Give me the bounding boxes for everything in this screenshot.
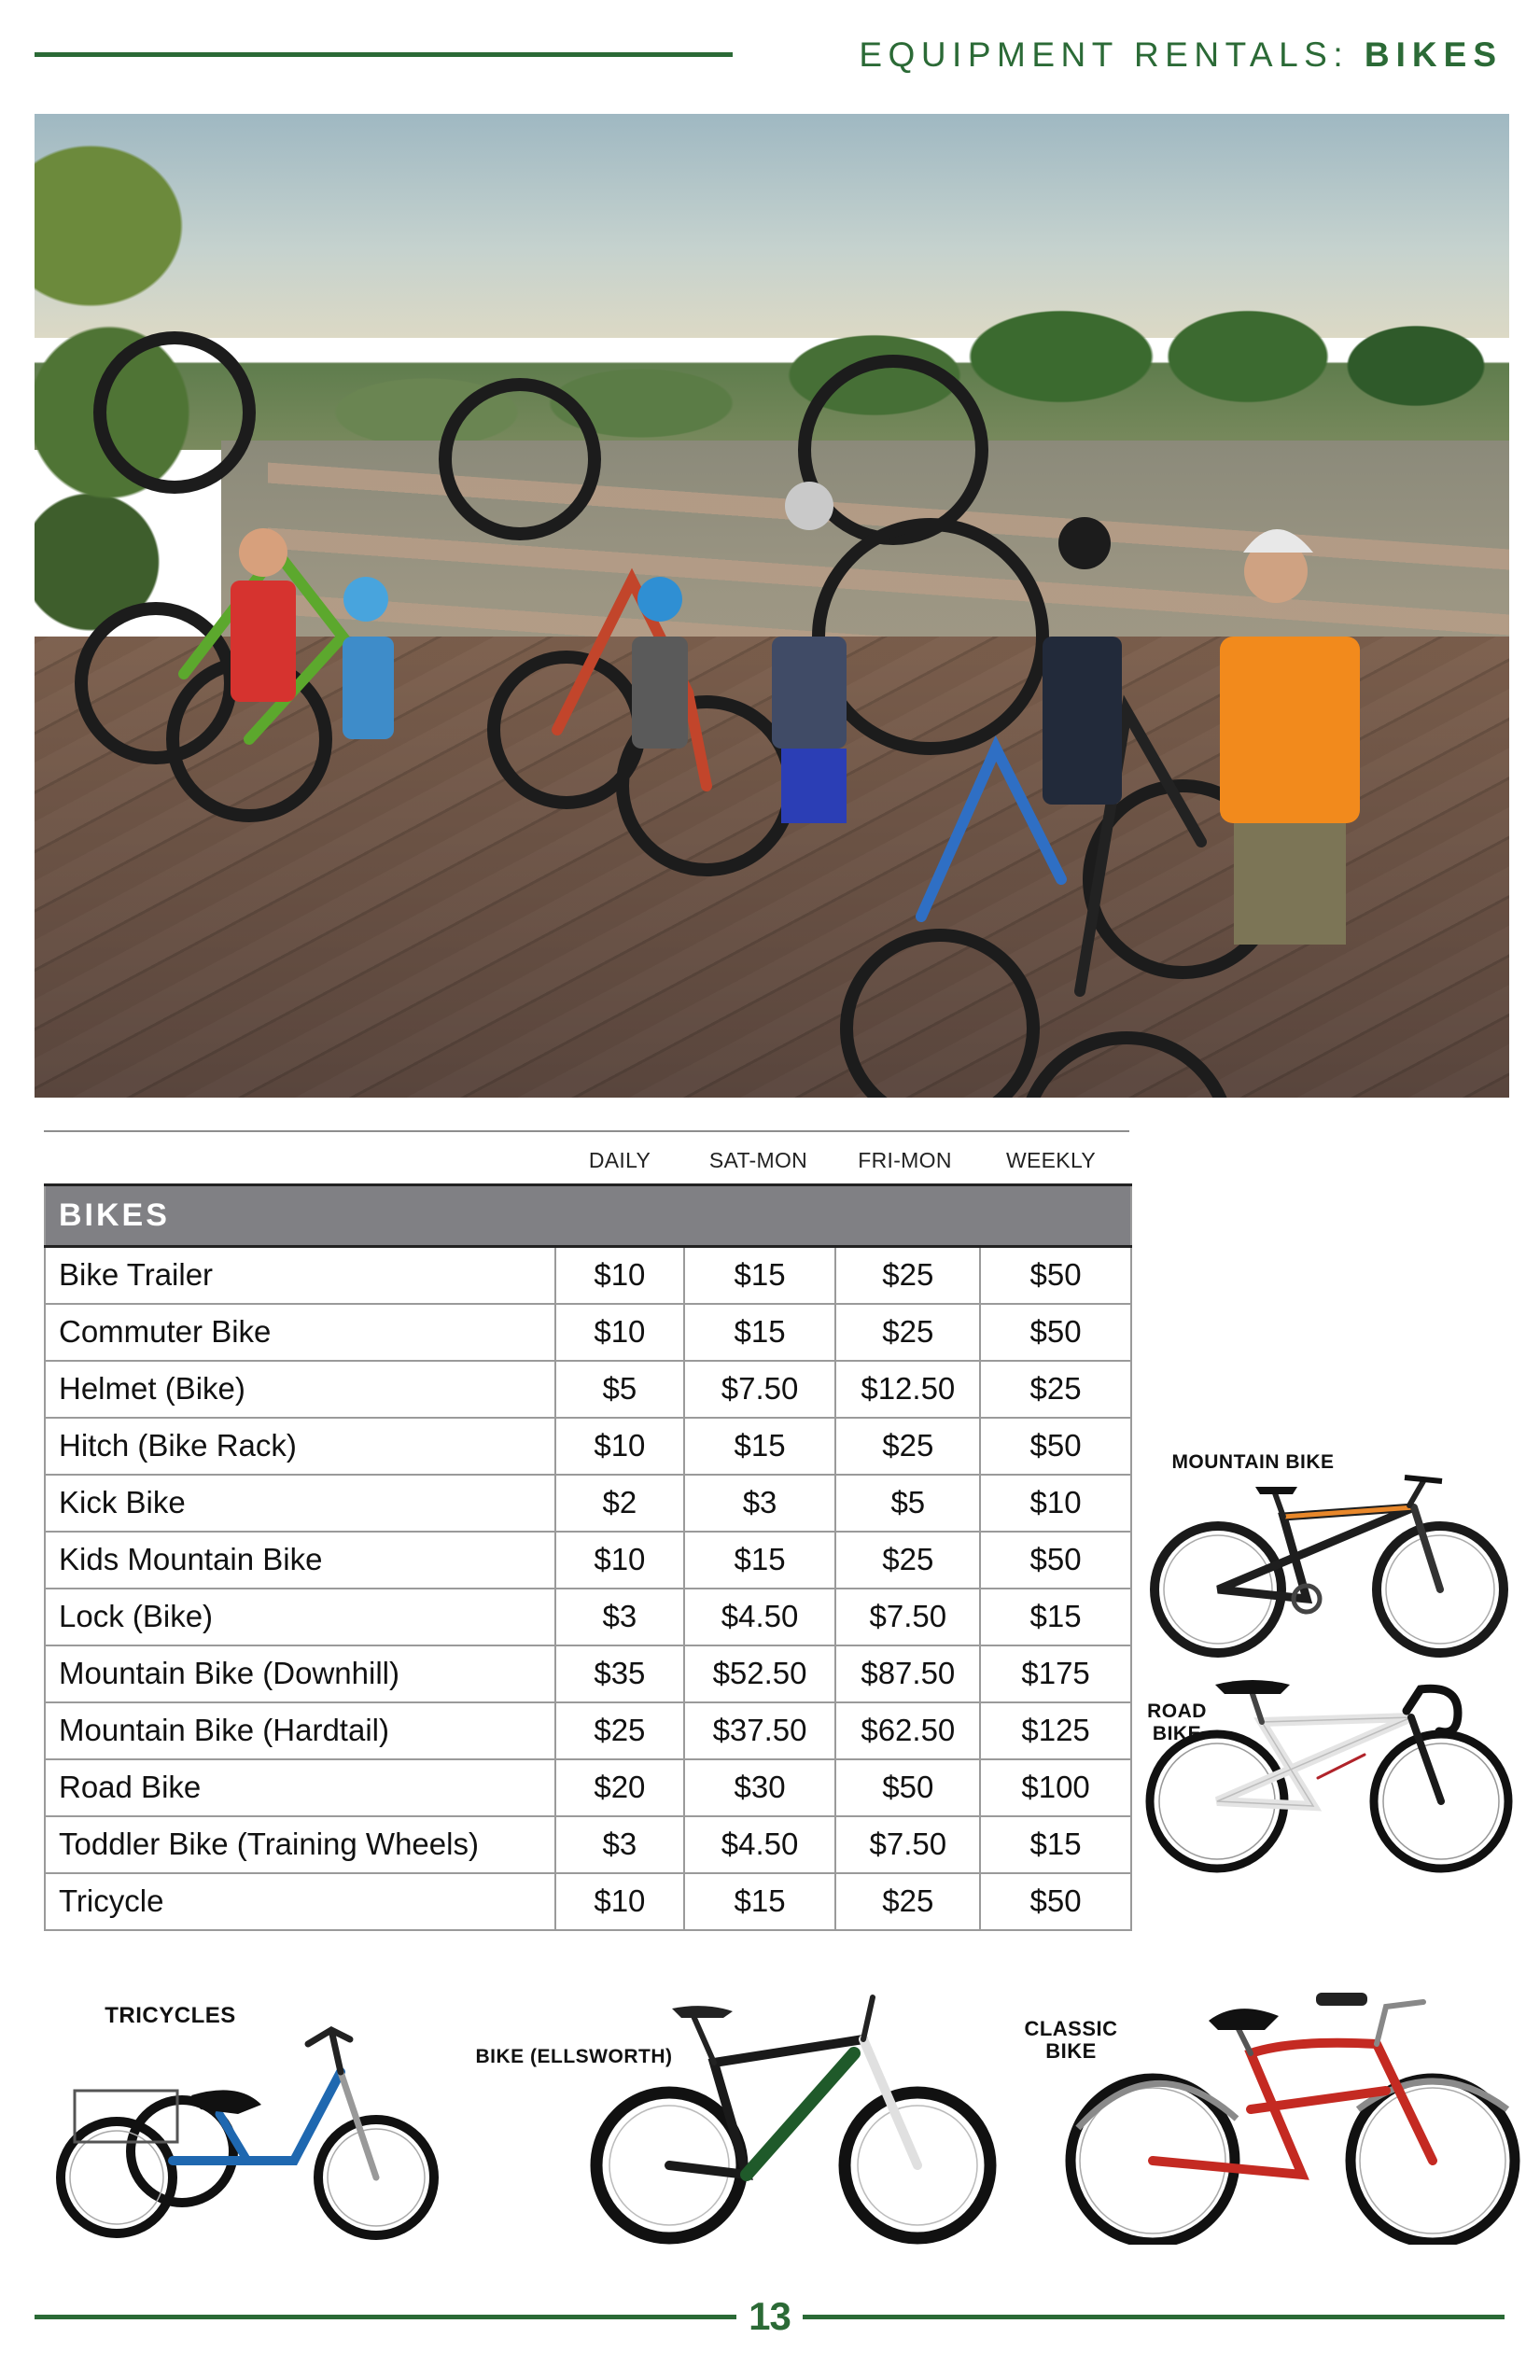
page-title-prefix: EQUIPMENT RENTALS: — [859, 35, 1365, 74]
road-bike-image — [1141, 1666, 1519, 1876]
item-name: Mountain Bike (Downhill) — [45, 1645, 555, 1702]
item-name: Road Bike — [45, 1759, 555, 1816]
rental-price-table — [44, 1183, 1132, 1931]
price-weekly: $50 — [980, 1418, 1131, 1475]
footer-rule-right — [803, 2315, 1505, 2319]
price-sat-mon: $15 — [684, 1247, 836, 1304]
item-name: Helmet (Bike) — [45, 1361, 555, 1418]
price-fri-mon: $25 — [835, 1873, 980, 1930]
price-weekly: $50 — [980, 1247, 1131, 1304]
table-row — [45, 1702, 1131, 1759]
price-sat-mon: $4.50 — [684, 1816, 836, 1873]
classic-bike-label-line2: BIKE — [1045, 2039, 1097, 2063]
price-fri-mon: $25 — [835, 1418, 980, 1475]
table-top-rule — [44, 1130, 1129, 1132]
item-name: Lock (Bike) — [45, 1589, 555, 1645]
item-name: Mountain Bike (Hardtail) — [45, 1702, 555, 1759]
price-daily: $3 — [555, 1589, 684, 1645]
price-weekly: $125 — [980, 1702, 1131, 1759]
price-sat-mon: $37.50 — [684, 1702, 836, 1759]
table-row — [45, 1759, 1131, 1816]
price-daily: $35 — [555, 1645, 684, 1702]
price-weekly: $15 — [980, 1816, 1131, 1873]
mountain-bike-image — [1143, 1470, 1517, 1666]
price-weekly: $175 — [980, 1645, 1131, 1702]
price-sat-mon: $15 — [684, 1304, 836, 1361]
price-fri-mon: $7.50 — [835, 1816, 980, 1873]
price-daily: $2 — [555, 1475, 684, 1532]
table-row — [45, 1589, 1131, 1645]
price-sat-mon: $30 — [684, 1759, 836, 1816]
price-daily: $10 — [555, 1532, 684, 1589]
price-sat-mon: $52.50 — [684, 1645, 836, 1702]
section-title: BIKES — [45, 1185, 1131, 1247]
table-row — [45, 1475, 1131, 1532]
road-bike-label-line1: ROAD — [1147, 1701, 1207, 1722]
item-name: Kick Bike — [45, 1475, 555, 1532]
price-weekly: $50 — [980, 1532, 1131, 1589]
price-daily: $10 — [555, 1304, 684, 1361]
table-row — [45, 1304, 1131, 1361]
price-sat-mon: $15 — [684, 1418, 836, 1475]
ellsworth-bike-image — [583, 1988, 1003, 2245]
price-weekly: $10 — [980, 1475, 1131, 1532]
table-row — [45, 1361, 1131, 1418]
price-daily: $10 — [555, 1247, 684, 1304]
price-daily: $3 — [555, 1816, 684, 1873]
price-daily: $20 — [555, 1759, 684, 1816]
mountain-bike-label: MOUNTAIN BIKE — [1171, 1451, 1335, 1473]
page-title — [737, 35, 1503, 75]
price-weekly: $50 — [980, 1873, 1131, 1930]
price-sat-mon: $7.50 — [684, 1361, 836, 1418]
column-header-weekly: WEEKLY — [1006, 1148, 1096, 1172]
price-daily: $10 — [555, 1873, 684, 1930]
item-name: Bike Trailer — [45, 1247, 555, 1304]
item-name: Tricycle — [45, 1873, 555, 1930]
page-number: 13 — [749, 2294, 791, 2338]
tricycle-image — [51, 2021, 443, 2245]
price-fri-mon: $25 — [835, 1304, 980, 1361]
item-name: Toddler Bike (Training Wheels) — [45, 1816, 555, 1873]
price-fri-mon: $7.50 — [835, 1589, 980, 1645]
classic-bike-label-line1: CLASSIC — [1024, 2017, 1118, 2040]
price-fri-mon: $62.50 — [835, 1702, 980, 1759]
price-sat-mon: $3 — [684, 1475, 836, 1532]
item-name: Hitch (Bike Rack) — [45, 1418, 555, 1475]
price-weekly: $25 — [980, 1361, 1131, 1418]
table-row — [45, 1247, 1131, 1304]
ellsworth-bike-label: BIKE (ELLSWORTH) — [475, 2046, 673, 2067]
price-fri-mon: $12.50 — [835, 1361, 980, 1418]
road-bike-label-line2: BIKE — [1152, 1723, 1202, 1744]
column-headers — [556, 1148, 1132, 1176]
classic-bike-image — [1050, 1988, 1526, 2245]
table-row — [45, 1532, 1131, 1589]
price-sat-mon: $15 — [684, 1532, 836, 1589]
item-name: Commuter Bike — [45, 1304, 555, 1361]
price-fri-mon: $50 — [835, 1759, 980, 1816]
price-weekly: $100 — [980, 1759, 1131, 1816]
photo-cyclists-illustration — [35, 114, 1509, 1098]
column-header-sat-mon: SAT-MON — [708, 1148, 808, 1172]
price-fri-mon: $25 — [835, 1247, 980, 1304]
price-fri-mon: $87.50 — [835, 1645, 980, 1702]
price-daily: $25 — [555, 1702, 684, 1759]
price-weekly: $50 — [980, 1304, 1131, 1361]
tricycle-label: TRICYCLES — [105, 2003, 236, 2028]
hero-photo — [35, 114, 1509, 1098]
price-fri-mon: $25 — [835, 1532, 980, 1589]
price-sat-mon: $15 — [684, 1873, 836, 1930]
price-daily: $10 — [555, 1418, 684, 1475]
item-name: Kids Mountain Bike — [45, 1532, 555, 1589]
price-fri-mon: $5 — [835, 1475, 980, 1532]
footer-rule-left — [35, 2315, 736, 2319]
column-header-fri-mon: FRI-MON — [858, 1148, 952, 1172]
price-weekly: $15 — [980, 1589, 1131, 1645]
table-row — [45, 1873, 1131, 1930]
table-row — [45, 1645, 1131, 1702]
table-section-header — [45, 1185, 1131, 1247]
table-row — [45, 1418, 1131, 1475]
column-header-daily: DAILY — [588, 1148, 651, 1172]
price-sat-mon: $4.50 — [684, 1589, 836, 1645]
price-daily: $5 — [555, 1361, 684, 1418]
table-row — [45, 1816, 1131, 1873]
page-title-emphasis: BIKES — [1364, 35, 1503, 74]
header-rule — [35, 52, 733, 57]
